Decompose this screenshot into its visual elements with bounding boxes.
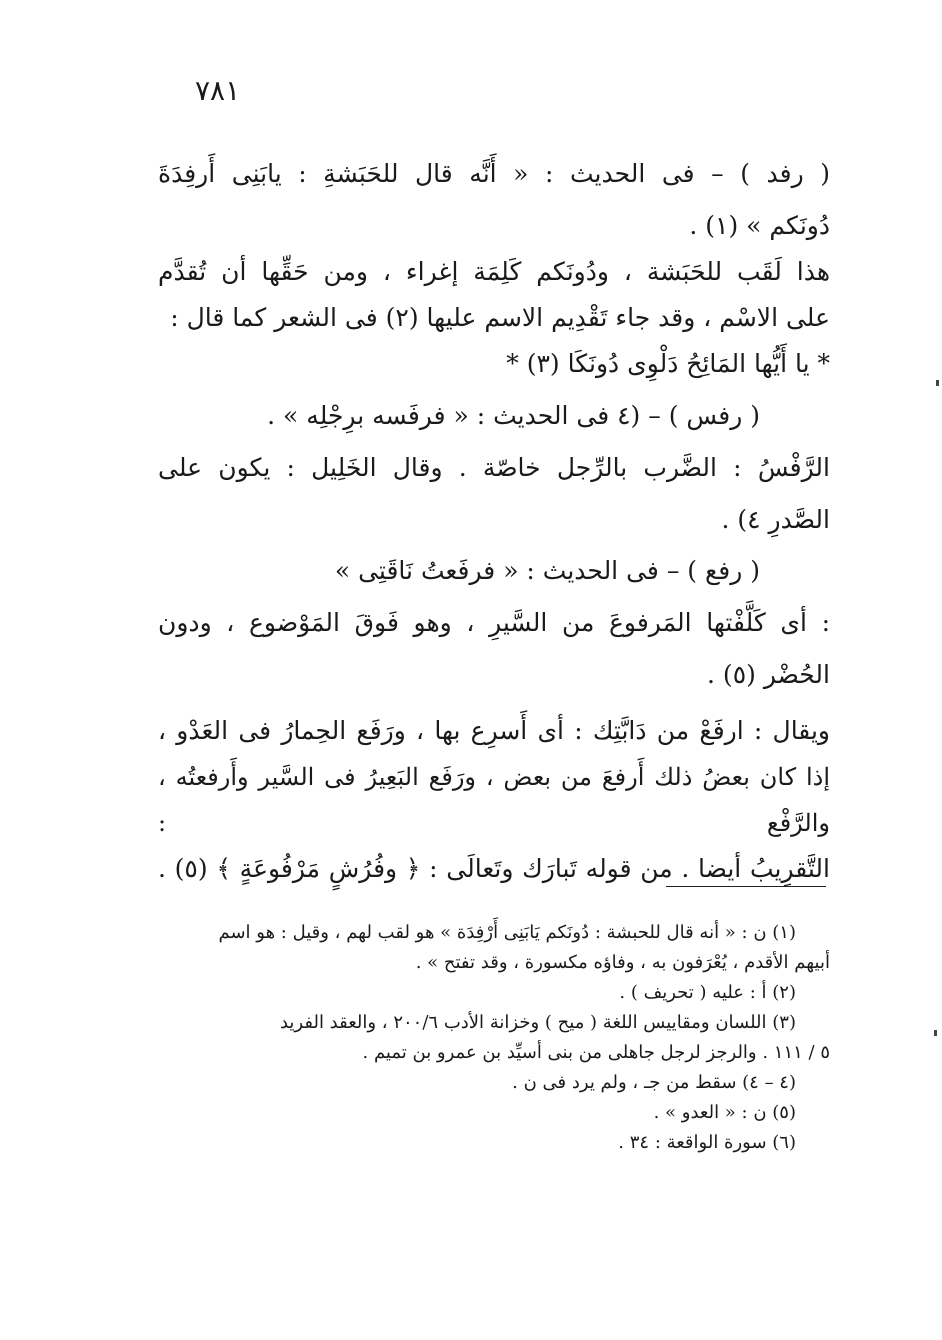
main-text bbox=[158, 390, 830, 546]
main-text bbox=[158, 246, 830, 390]
main-text bbox=[158, 545, 830, 701]
footnote-line: (١) ن : « أنه قال للحبشة : دُونَكم يَابَنِى أَرْفِدَة » هو لقب لهم ، وقيل : هو اسم bbox=[218, 922, 796, 943]
text-line: دُونَكم » (١) . bbox=[689, 211, 830, 240]
footnote-line: (٤ – ٤) سقط من جـ ، ولم يرد فى ن . bbox=[512, 1072, 796, 1093]
margin-mark bbox=[934, 1030, 937, 1036]
main-text bbox=[158, 148, 830, 252]
text-line: التَّقرِيبُ أيضا . من قوله تَبارَك وتَعالَى : ﴿ وفُرُشٍ مَرْفُوعَةٍ ﴾ (٥) . bbox=[158, 854, 830, 883]
text-line: ( رفد ) – فى الحديث : « أَنَّه قال للحَبَشةِ : يابَنِى أَرفِدَةَ bbox=[158, 159, 830, 188]
text-line: : أى كَلَّفْتها المَرفوعَ من السَّيرِ ، وهو فَوقَ المَوْضوع ، ودون bbox=[158, 608, 830, 637]
text-line: الرَّفْسُ : الضَّرب بالرِّجل خاصّة . وقال الخَلِيل : يكون على bbox=[158, 453, 830, 482]
text-line: الصَّدرِ ٤) . bbox=[721, 505, 830, 534]
page-number: ٧٨١ bbox=[195, 74, 241, 107]
footnote-line: أبيهم الأقدم ، يُعْرَفون به ، وفاؤه مكسورة ، وقد تفتح » . bbox=[415, 952, 830, 973]
main-text bbox=[158, 708, 830, 892]
text-line: الحُضْر (٥) . bbox=[707, 660, 830, 689]
footnote-line: (٥) ن : « العدو » . bbox=[653, 1102, 796, 1123]
verse-line: * يا أَيُّها المَائِحُ دَلْوِى دُونَكَا (٣) * bbox=[506, 349, 830, 378]
footnote-line: (٢) أ : عليه ( تحريف ) . bbox=[619, 982, 796, 1003]
footnote-line: ٥ / ١١١ . والرجز لرجل جاهلى من بنى أسيِّد بن عمرو بن تميم . bbox=[362, 1042, 830, 1063]
footnote-separator bbox=[666, 886, 826, 887]
text-line: هذا لَقَب للحَبَشة ، ودُونَكم كَلِمَة إغراء ، ومن حَقِّها أن تُقدَّم bbox=[158, 257, 830, 286]
footnotes bbox=[158, 918, 830, 1158]
text-line: ويقال : ارفَعْ من دَابَّتِك : أى أَسرِع بها ، ورَفَع الحِمارُ فى العَدْو ، bbox=[158, 716, 830, 745]
text-line: ( رفس ) – (٤ فى الحديث : « فرفَسه برِجْلِه » . bbox=[267, 401, 760, 430]
text-line: على الاسْم ، وقد جاء تَقْدِيم الاسم عليها (٢) فى الشعر كما قال : bbox=[170, 303, 830, 332]
text-line: ( رفع ) – فى الحديث : « فرفَعتُ نَاقَتِى » bbox=[334, 556, 760, 585]
margin-mark bbox=[936, 380, 939, 386]
footnote-line: (٣) اللسان ومقاييس اللغة ( ميح ) وخزانة الأدب ٢٠٠/٦ ، والعقد الفريد bbox=[279, 1012, 796, 1033]
footnote-line: (٦) سورة الواقعة : ٣٤ . bbox=[618, 1132, 796, 1153]
text-line: إذا كان بعضُ ذلك أَرفعَ من بعض ، ورَفَع البَعِيرُ فى السَّير وأَرفعتُه ، والرَّفْع : bbox=[158, 763, 830, 837]
